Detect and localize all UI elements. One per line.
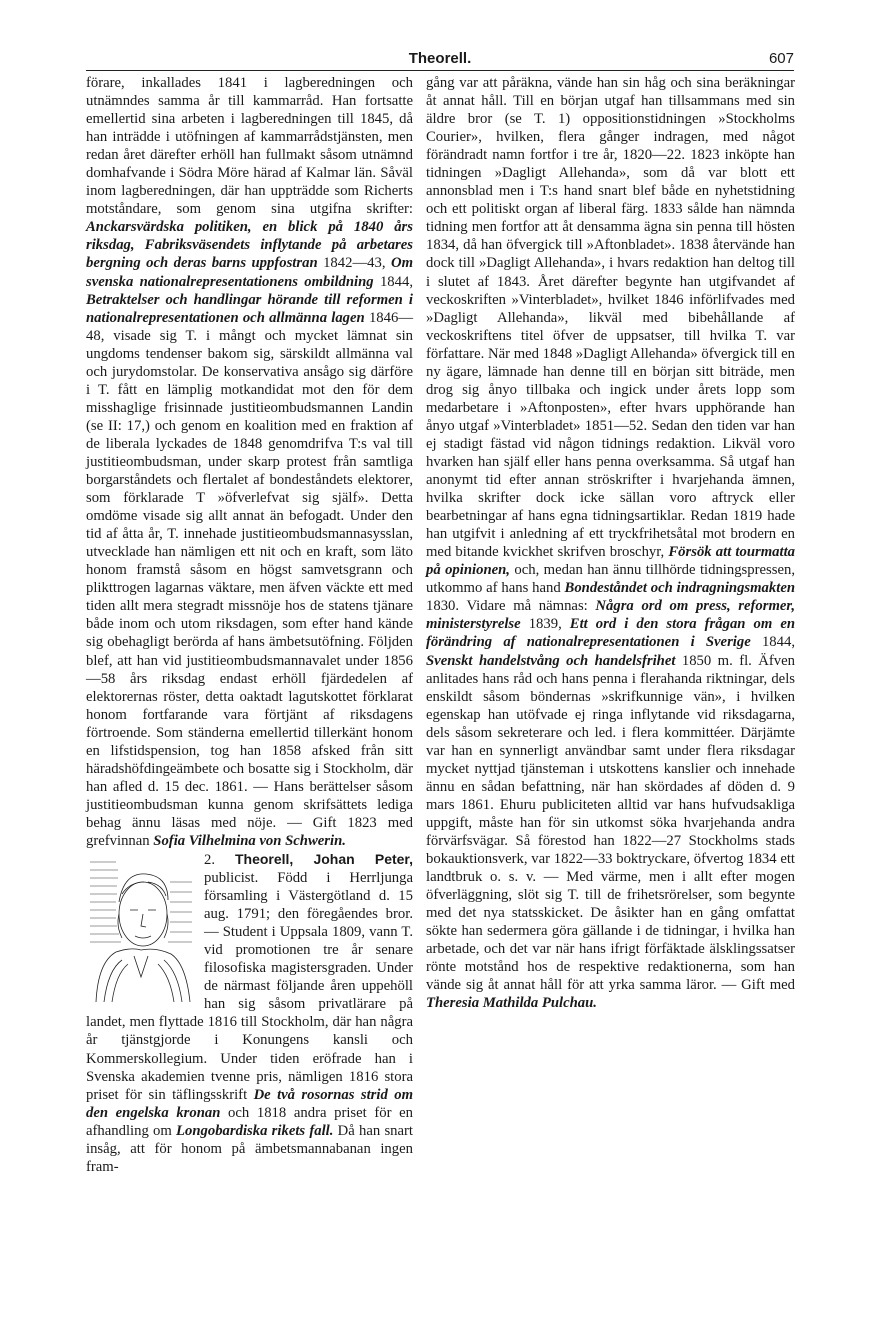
right-text-segment: 1844, [750,634,795,651]
right-text-segment: gång var att påräkna, vände han sin håg och sina beräkningar åt annat håll. Till en början utgaf han tillsammans med sin äldre bror (se T. 1) oppositionstidningen »Stockholms Courier», hvilken, flera gånger indragen, med något förändradt namn fortfor i tre år, 1820—22. 1823 inköpte han tidningen »Dagligt Allehanda», som då var blott ett annonsblad men i T:s hand snart blef både en nyhetstidning och ett politiskt organ af liberal färg. 1833 sålde han nämnda tidning men fortfor att åt densamma ägna sin penna till hösten 1834, då han öfvergick till »Aftonbladet». 1838 återvände han dock till »Dagligt Allehanda», i hvars redaktion han deltog till i slutet af 1843. Året därefter begynte han utgifvandet af veckoskriften »Vinterbladet», hvilket 1846 införlifvades med »Dagligt Allehanda», likväl med bibehållande af veckoskriftens titel öfver de uppsatser, till hvilka T. var författare. När med 1848 »Dagligt Allehanda» öfvergick till en ny ägare, lämnade han denne till en början sitt biträde, men drog sig ånyo tillbaka och ingick under årets lopp som medarbetare i »Aftonposten», efter hvars upphörande han ånyo utgaf »Vinterbladet» 1851—52. Sedan den tiden var han ej stadigt fästad vid någon tidnings redaktion. Likväl voro hvarken han själf eller hans penna overksamma. Så utgaf han anonymt tid efter annan ströskrifter i hvarjehanda ämnen, hvilka skrifter dock icke sällan voro aftryck eller bearbetningar af hans egna tidningsartiklar. Redan 1819 hade han utgifvit i anledning af ett tryckfrihetsåtal mot brodern en med bitande kvickhet skrifven broschyr, [426,75,795,561]
right-text-segment: Bondeståndet och indragningsmakten [564,580,796,597]
left-text-segment: Sofia Vilhelmina von Schwerin. [153,832,346,849]
right-text-segment: 1830. Vidare må nämnas: [426,598,596,615]
entry-2-theorell-johan-peter [86,850,413,1176]
left-text-segment: 1846—48, visade sig T. i mångt och mycket lämnat sin ungdoms tendenser bakom sig, särskildt allmänna val och jurydomstolar. De konservativa ansågo sig därföre i T. fått en lämplig motkandidat mot den för dem misshaglige frisinnade justitieombudsmannen Landin (se II: 17,) och genom en koalition med en fraktion af de liberala lyckades de 1848 genomdrifva T:s val till justitieombudsman, under skarp protest från samtliga borgarståndets och flertalet af bondeståndets elektorer, som förklarade T »öfverlefvat sig själf». Detta omdöme visade sig allt annat än befogadt. Under den tid af åtta år, T. innehade justitieombudsmannasysslan, utvecklade han nämligen ett nit och en kraft, som läto honom framstå såsom en högst samvetsgrann och plikttrogen lagarnas väktare, men äfven väckte ett med tiden allt mera stegradt missnöje hos de statens tjänare både inom och utom riksdagen, som efter hand kände sig obehagligt berörda af hans ämbetsutöfning. Följden blef, att han vid justitieombudsmannavalet under 1856 —58 års riksdag endast erhöll fjärdedelen af elektorernas röster, detta oaktadt lagutskottet förklarat honom fortfarande vara förtjänt af riksdagens förtroende. Som ständerna emellertid tillerkänt honom en lifstidspension, tog han 1858 afsked från sitt häradshöfdingeämbete och bosatte sig i Stockholm, där han afled d. 15 dec. 1861. — Hans berättelser såsom justitieombudsman kunna genom skrifsättets lediga behag ännu läsas med nöje. — Gift 1823 med grefvinnan [86,309,413,849]
entry-headword: Theorell, Johan Peter, [234,851,413,868]
header-rule [86,70,794,71]
right-text-segment: Theresia Mathilda Pulchau. [426,995,597,1012]
right-text-segment: Ett ord i den stora frågan om en förändring af nationalrepresentationen i Sverige [426,616,796,651]
entry-1-continuation [86,74,413,850]
entry-text-segment: 2. [204,852,235,869]
left-text-segment: 1844, [373,273,413,290]
engraved-portrait-icon [86,852,196,1002]
entry-text-segment: Longobardiska rikets fall. [176,1122,334,1139]
left-column [86,74,413,1176]
entry-text-segment: De två rosornas strid om den engelska kronan [86,1086,413,1121]
right-text-segment: 1850 m. fl. Äfven anlitades hans råd och hans penna i flerahanda riktningar, dels enskildt såsom böndernas »skrifkunnige vän», i hvilken egenskap han utöfvade ej ringa inflytande vid riksdagarna, dels såsom sekreterare och led. i flera kommittéer. Därjämte var han en synnerligt användbar samt under flera riksdagar mycket nyttjad tjänsteman i utskottens kanslier och innehade ännu en sådan befattning, när han skördades af döden d. 9 mars 1861. Ehuru publiciteten alltid var hans hufvudsakliga uppgift, måste han för sin utkomst söka hvarjehanda andra förvärfsvägar. Så förestod han 1822—27 Stockholms stads bokauktionsverk, var 1822—33 boktryckare, öfvertog 1834 ett landtbruk o. s. v. — Med värme, men i allt efter mogen öfverläggning, slöt sig T. till de frihetsrörelser, som begynte med det nya statsskicket. De åsikter han en gång omfattat sökte han sedermera göra gällande i de tidningar, i hvilka han arbetade, och det var när hans ifrigt förfäktade älsklingssatser rönte motstånd hos de respektive redaktionerna, som han vände sig åt annat håll för att yrka samma läror. — Gift med [426,652,795,994]
left-text-segment: förare, inkallades 1841 i lagberedningen och utnämndes samma år till kammarråd. Han fortsatte emellertid sina arbeten i lagberedningen till 1845, då han inträdde i utöfningen af kammarrådstjänsten, men redan året därefter erhöll han fullmakt såsom utnämnd domhafvande i Södra Möre härad af Kalmar län. Såväl inom lagberedningen, där han uppträdde som Richerts motståndare, som genom sina utgifna skrifter: [86,75,413,218]
left-text-segment: Anckarsvärdska politiken, en blick på 1840 års riksdag, Fabriksväsendets inflytande på arbetares bergning och deras barns uppfostran [86,219,413,272]
right-text-segment: Svenskt handelstvång och handelsfrihet [426,652,676,669]
right-text-segment: och, medan han ännu tillhörde tidningspressen, utkommo af hans hand [426,562,795,597]
running-head-title: Theorell. [408,50,472,67]
entry-text-segment: och 1818 andra priset för en afhandling om [86,1104,413,1139]
left-text-segment: Om svenska nationalrepresentationens ombildning [86,255,414,290]
left-text-segment: 1842—43, [317,255,391,272]
right-text-segment: Några ord om press, reformer, ministerstyrelse [426,598,795,633]
right-column [426,74,795,1012]
entry-text-segment: Då han snart insåg, att för honom på ämbetsmannabanan ingen fram- [86,1122,414,1175]
entry-text-segment: publicist. Född i Herrljunga församling i Västergötland d. 15 aug. 1791; den föregåendes bror. — Student i Uppsala 1809, vann T. vid promotionen tre år senare filosofiska magistersgraden. Under de närmast följande åren uppehöll han sig såsom privatlärare på landet, men flyttade 1816 till Stockholm, där han några år tjänstgjorde i Konungens kansli och Kommerskollegium. Under tiden eröfrade han i Svenska akademien tvenne pris, nämligen 1816 stora priset för sin täflingsskrift [86,870,413,1103]
right-text-segment: Försök att tourmatta på opinionen, [426,544,795,579]
right-text-segment: 1839, [520,616,570,633]
left-text-segment: Betraktelser och handlingar hörande till reformen i nationalrepresentationen och allmänna lagen [86,291,413,326]
entry-2-continuation [426,74,795,1012]
page-number: 607 [768,50,794,67]
